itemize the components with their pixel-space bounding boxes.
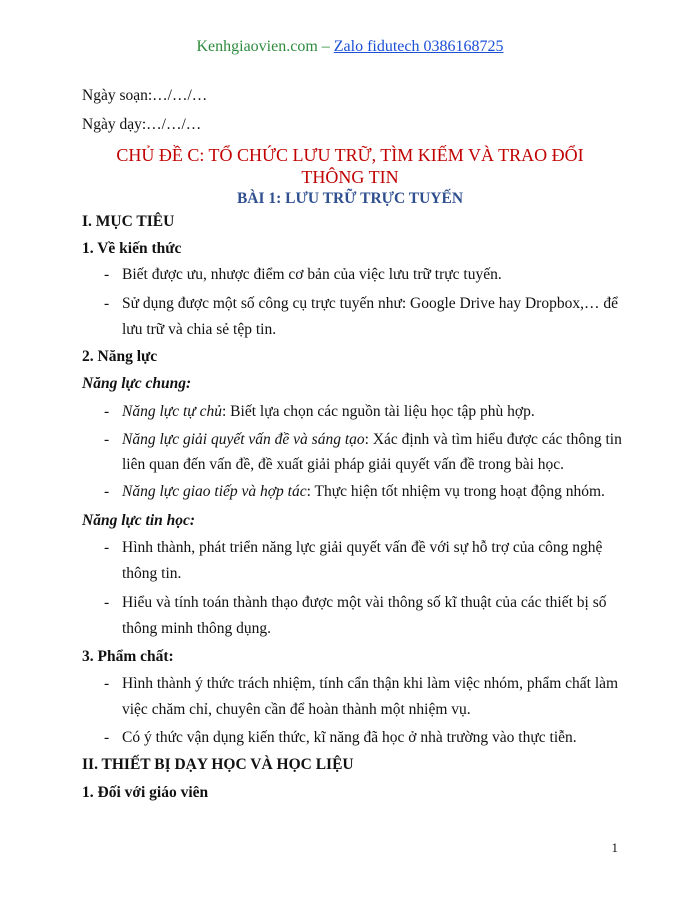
bullet-marker: -: [104, 431, 110, 448]
competence-heading: 2. Năng lực: [82, 348, 158, 365]
it-bullet-2: Hiểu và tính toán thành thạo được một vài thông số kĩ thuật của các thiết bị số: [122, 594, 607, 611]
page-header: [0, 38, 700, 56]
quality-heading: 3. Phẩm chất:: [82, 648, 174, 665]
general-bullet-3: [122, 482, 605, 502]
bullet-marker: -: [104, 594, 110, 611]
page-number: 1: [611, 840, 618, 855]
header-site[interactable]: Kenhgiaovien.com: [196, 38, 318, 55]
knowledge-bullet-2-cont: lưu trữ và chia sẻ tệp tin.: [122, 321, 277, 338]
bullet-marker: -: [104, 483, 110, 500]
general-bullet-2-label: Năng lực giải quyết vấn đề và sáng tạo: [122, 431, 365, 448]
general-bullet-1-text: : Biết lựa chọn các nguồn tài liệu học tập phù hợp.: [222, 403, 535, 420]
bullet-marker: -: [104, 675, 110, 692]
it-competence-heading: Năng lực tin học:: [82, 512, 196, 529]
general-bullet-3-label: Năng lực giao tiếp và hợp tác: [122, 483, 307, 500]
teacher-subheading: 1. Đối với giáo viên: [82, 784, 209, 801]
knowledge-bullet-1: Biết được ưu, nhược điểm cơ bản của việc lưu trữ trực tuyến.: [122, 266, 502, 283]
section2-heading: II. THIẾT BỊ DẠY HỌC VÀ HỌC LIỆU: [82, 756, 354, 773]
general-bullet-3-text: : Thực hiện tốt nhiệm vụ trong hoạt động nhóm.: [306, 483, 605, 500]
header-separator: –: [317, 38, 334, 55]
it-bullet-1: Hình thành, phát triển năng lực giải quyết vấn đề với sự hỗ trợ của công nghệ: [122, 539, 603, 556]
general-bullet-2-cont: liên quan đến vấn đề, đề xuất giải pháp giải quyết vấn đề trong bài học.: [122, 456, 565, 473]
general-competence-heading: Năng lực chung:: [82, 375, 192, 392]
bullet-marker: -: [104, 266, 110, 283]
bullet-marker: -: [104, 403, 110, 420]
topic-title-line1: CHỦ ĐỀ C: TỔ CHỨC LƯU TRỮ, TÌM KIẾM VÀ TRAO ĐỔI: [116, 145, 584, 165]
bullet-marker: -: [104, 729, 110, 746]
quality-bullet-1: Hình thành ý thức trách nhiệm, tính cẩn thận khi làm việc nhóm, phẩm chất làm: [122, 675, 619, 692]
header-zalo-link[interactable]: Zalo fidutech 0386168725: [333, 38, 504, 55]
section1-heading: I. MỤC TIÊU: [82, 213, 175, 230]
it-bullet-1-cont: thông tin.: [122, 565, 182, 582]
lesson-title: BÀI 1: LƯU TRỮ TRỰC TUYẾN: [236, 190, 464, 207]
prep-date: Ngày soạn:…/…/…: [82, 87, 208, 104]
knowledge-heading: 1. Về kiến thức: [82, 240, 182, 257]
knowledge-bullet-2: Sử dụng được một số công cụ trực tuyến như: Google Drive hay Dropbox,… để: [122, 295, 618, 312]
it-bullet-2-cont: thông minh thông dụng.: [122, 620, 271, 637]
general-bullet-2: [122, 430, 622, 450]
quality-bullet-1-cont: việc chăm chỉ, chuyên cần để hoàn thành một nhiệm vụ.: [122, 701, 471, 718]
general-bullet-2-text: : Xác định và tìm hiểu được các thông tin: [364, 431, 622, 448]
quality-bullet-2: Có ý thức vận dụng kiến thức, kĩ năng đã học ở nhà trường vào thực tiễn.: [122, 729, 577, 746]
general-bullet-1-label: Năng lực tự chủ: [122, 403, 222, 420]
topic-title-line2: THÔNG TIN: [301, 167, 399, 187]
teach-date: Ngày dạy:…/…/…: [82, 116, 202, 133]
bullet-marker: -: [104, 295, 110, 312]
general-bullet-1: [122, 402, 535, 422]
bullet-marker: -: [104, 539, 110, 556]
